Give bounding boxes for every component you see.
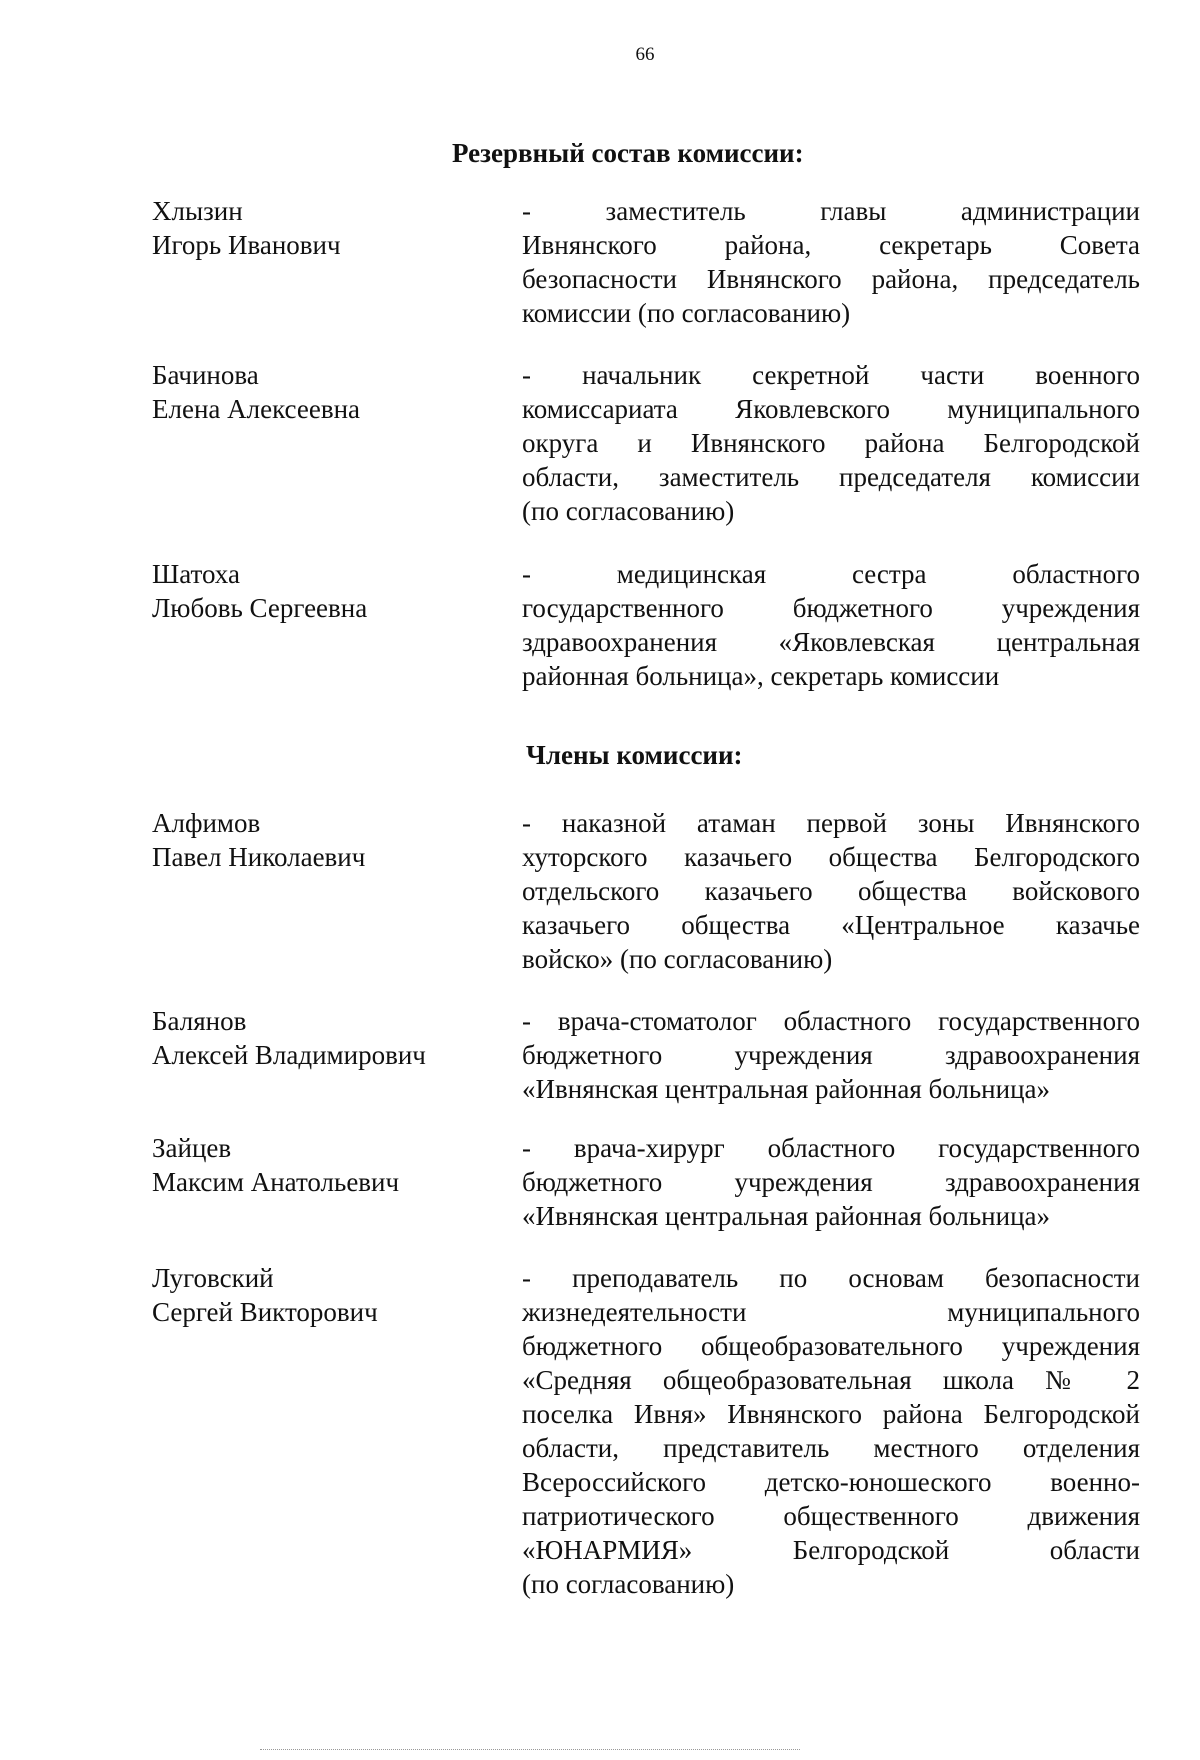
position-line: - преподаватель по основам безопасности xyxy=(522,1263,1140,1293)
position-line: «Ивнянская центральная районная больница» xyxy=(522,1201,1051,1231)
position-line: войско» (по согласованию) xyxy=(522,944,833,974)
position-line: бюджетного учреждения здравоохранения xyxy=(522,1040,1140,1070)
position-line: бюджетного общеобразовательного учреждения xyxy=(522,1331,1140,1361)
position-line: - врача-стоматолог областного государственного xyxy=(522,1006,1140,1036)
position-line: Всероссийского детско-юношеского военно- xyxy=(522,1467,1140,1497)
person-position xyxy=(522,557,1140,693)
scan-artifact-line xyxy=(260,1749,800,1750)
position-line: - врача-хирург областного государственного xyxy=(522,1133,1140,1163)
person-position xyxy=(522,1261,1140,1601)
page-number: 66 xyxy=(635,44,655,65)
person-surname: Зайцев xyxy=(152,1133,232,1163)
position-line: области, заместитель председателя комиссии xyxy=(522,462,1140,492)
person-position xyxy=(522,358,1140,528)
position-line: «ЮНАРМИЯ» Белгородской области xyxy=(522,1535,1140,1565)
position-line: районная больница», секретарь комиссии xyxy=(522,661,1000,691)
position-line: безопасности Ивнянского района, председатель xyxy=(522,264,1140,294)
position-line: - медицинская сестра областного xyxy=(522,559,1140,589)
person-name xyxy=(152,358,360,426)
person-surname: Бачинова xyxy=(152,360,259,390)
position-line: - начальник секретной части военного xyxy=(522,360,1140,390)
position-line: государственного бюджетного учреждения xyxy=(522,593,1140,623)
position-line: - наказной атаман первой зоны Ивнянского xyxy=(522,808,1140,838)
person-surname: Шатоха xyxy=(152,559,240,589)
person-name xyxy=(152,1131,399,1199)
person-name xyxy=(152,1004,426,1072)
position-line: «Ивнянская центральная районная больница» xyxy=(522,1074,1051,1104)
position-line: округа и Ивнянского района Белгородской xyxy=(522,428,1140,458)
person-given-name: Алексей Владимирович xyxy=(152,1040,426,1070)
position-line: комиссии (по согласованию) xyxy=(522,298,851,328)
person-name xyxy=(152,806,365,874)
position-line: патриотического общественного движения xyxy=(522,1501,1140,1531)
person-surname: Алфимов xyxy=(152,808,261,838)
person-name xyxy=(152,194,341,262)
position-line: - заместитель главы администрации xyxy=(522,196,1140,226)
person-position xyxy=(522,1004,1140,1106)
person-position xyxy=(522,806,1140,976)
position-line: бюджетного учреждения здравоохранения xyxy=(522,1167,1140,1197)
person-surname: Луговский xyxy=(152,1263,274,1293)
position-line: Ивнянского района, секретарь Совета xyxy=(522,230,1140,260)
person-given-name: Игорь Иванович xyxy=(152,230,341,260)
position-line: здравоохранения «Яковлевская центральная xyxy=(522,627,1140,657)
person-name xyxy=(152,1261,378,1329)
person-surname: Хлызин xyxy=(152,196,243,226)
person-given-name: Сергей Викторович xyxy=(152,1297,378,1327)
position-line: жизнедеятельности муниципального xyxy=(522,1297,1140,1327)
members-heading: Члены комиссии: xyxy=(526,740,743,770)
person-given-name: Павел Николаевич xyxy=(152,842,366,872)
person-name xyxy=(152,557,367,625)
person-given-name: Елена Алексеевна xyxy=(152,394,360,424)
person-position xyxy=(522,1131,1140,1233)
person-surname: Балянов xyxy=(152,1006,247,1036)
position-line: «Средняя общеобразовательная школа № 2 xyxy=(522,1365,1140,1395)
position-line: (по согласованию) xyxy=(522,1569,735,1599)
person-given-name: Любовь Сергеевна xyxy=(152,593,368,623)
reserve-composition-heading: Резервный состав комиссии: xyxy=(452,138,804,168)
position-line: комиссариата Яковлевского муниципального xyxy=(522,394,1140,424)
person-position xyxy=(522,194,1140,330)
position-line: (по согласованию) xyxy=(522,496,735,526)
position-line: хуторского казачьего общества Белгородского xyxy=(522,842,1140,872)
position-line: казачьего общества «Центральное казачье xyxy=(522,910,1140,940)
person-given-name: Максим Анатольевич xyxy=(152,1167,400,1197)
position-line: отдельского казачьего общества войскового xyxy=(522,876,1140,906)
position-line: поселка Ивня» Ивнянского района Белгородской xyxy=(522,1399,1140,1429)
position-line: области, представитель местного отделения xyxy=(522,1433,1140,1463)
